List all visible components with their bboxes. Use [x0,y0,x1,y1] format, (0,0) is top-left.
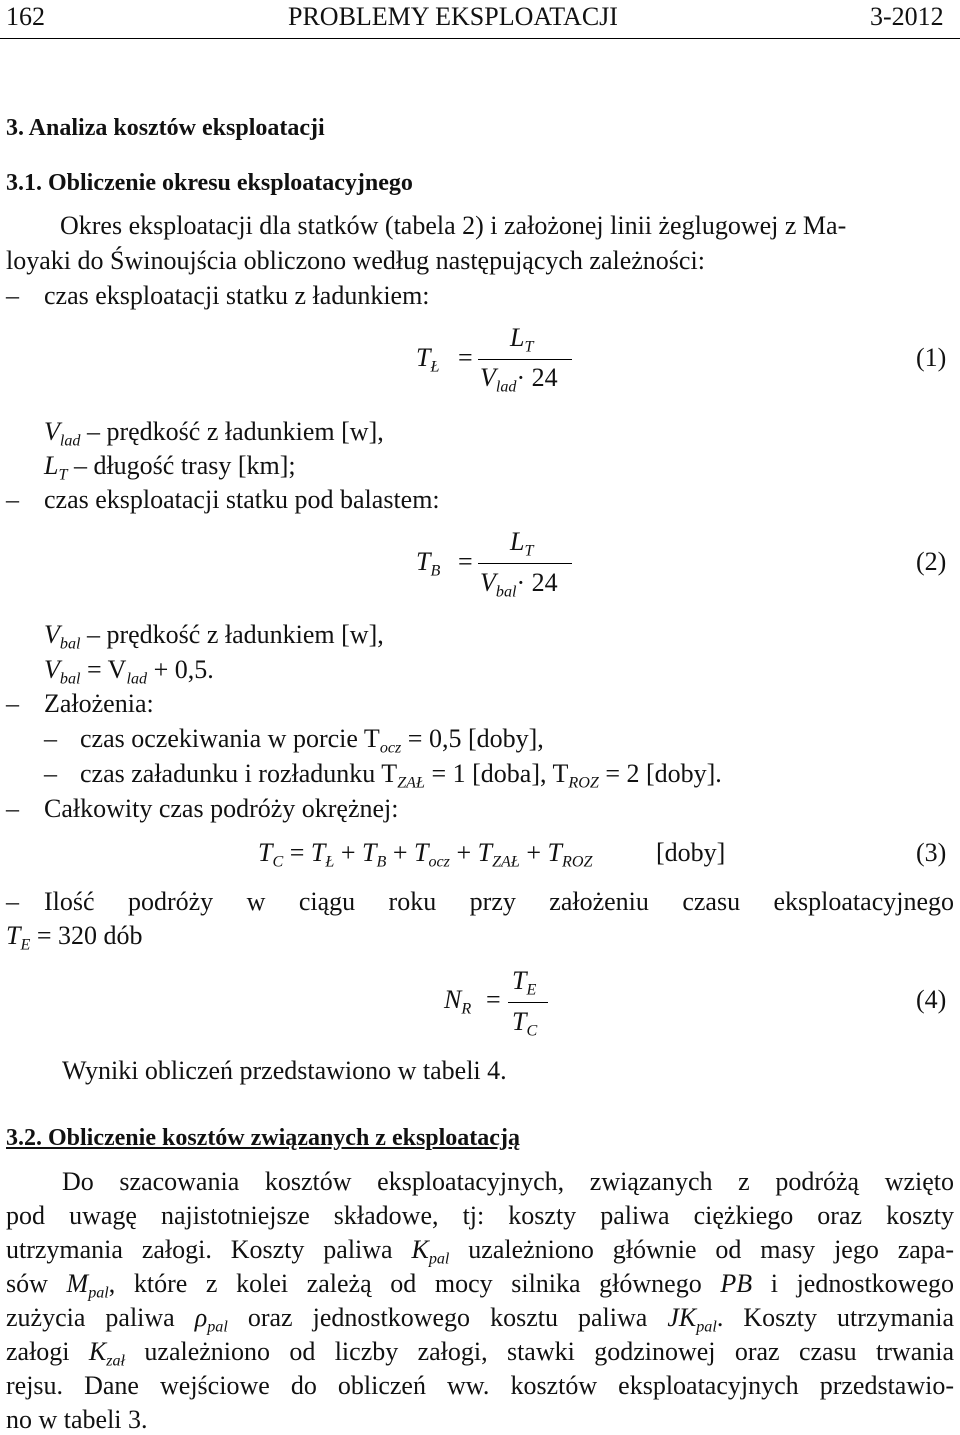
assumptions-heading: Założenia: [44,689,154,718]
trips-per-year-line: Ilość podróży w ciągu roku przy założeniu czasu eksploatacyjnego [44,887,954,916]
intro-line-1: Okres eksploatacji dla statków (tabela 2) i założonej linii żeglugowej z Ma- [60,211,847,240]
paragraph-line: sów $M_{pal}$, które z kolei zależą od mocy silnika głównego PB i jednostkowego [6,1269,954,1302]
fraction-bar [478,359,572,360]
equation-number: (2) [916,547,947,576]
intro-line-2: loyaki do Świnoujścia obliczono według następujących zależności: [6,246,705,275]
assumption-loading-time: czas załadunku i rozładunku $T_{ZAŁ} = 1$ [doba], $T_{ROZ} = 2$ [doby]. [80,759,722,792]
unit-label: [doby] [656,838,726,867]
paragraph-line: zużycia paliwa $\rho_{pal}$ oraz jednostkowego kosztu paliwa $JK_{pal}$. Koszty utrzymania [6,1303,954,1336]
list-dash: – [6,794,19,823]
definition-lt: $L_T$ – długość trasy [km]; [44,451,296,484]
total-time-heading: Całkowity czas podróży okrężnej: [44,794,399,823]
fraction-numerator: $L_T$ [510,527,534,560]
paragraph-line: utrzymania załogi. Koszty paliwa $K_{pal}$ uzależniono głównie od masy jego zapa- [6,1235,954,1268]
list-item-loaded-time: czas eksploatacji statku z ładunkiem: [44,281,430,310]
list-item-ballast-time: czas eksploatacji statku pod balastem: [44,485,440,514]
equation-number: (3) [916,838,947,867]
fraction-bar [508,1002,548,1003]
running-header [0,0,960,39]
issue-number: 3-2012 [870,2,944,31]
paragraph-line: pod uwagę najistotniejsze składowe, tj: koszty paliwa ciężkiego oraz koszty [6,1201,954,1230]
fraction-bar [478,563,572,564]
equals-sign: = [458,343,473,372]
list-dash: – [6,689,19,718]
equals-sign: = [486,985,501,1014]
list-dash: – [6,485,19,514]
section-heading: 3. Analiza kosztów eksploatacji [6,115,325,141]
results-reference: Wyniki obliczeń przedstawiono w tabeli 4. [62,1056,507,1085]
fraction-numerator: $L_T$ [510,323,534,356]
paragraph-line: Do szacowania kosztów eksploatacyjnych, związanych z podróżą wzięto [62,1167,954,1196]
definition-vlad: $V_{lad}$ – prędkość z ładunkiem [w], [44,417,384,450]
assumption-waiting-time: czas oczekiwania w porcie $T_{ocz} = 0,5$ [doby], [80,724,544,757]
operating-time-value: $T_E = 320$ dób [6,921,143,954]
fraction-denominator: $V_{lad}\cdot 24$ [480,363,558,396]
equation-3: $T_C = T_Ł + T_B + T_{ocz} + T_{ZAŁ} + T_{ROZ}$ [258,838,593,871]
paragraph-line: rejsu. Dane wejściowe do obliczeń ww. kosztów eksploatacyjnych przedstawio- [6,1371,954,1400]
subsection-heading: 3.2. Obliczenie kosztów związanych z eksploatacją [6,1125,520,1151]
subsection-heading: 3.1. Obliczenie okresu eksploatacyjnego [6,170,413,196]
list-dash: – [44,759,57,788]
equation-number: (1) [916,343,947,372]
list-dash: – [6,281,19,310]
definition-vbal: $V_{bal}$ – prędkość z ładunkiem [w], [44,620,384,653]
journal-title: PROBLEMY EKSPLOATACJI [288,2,618,31]
fraction-numerator: $T_E$ [512,966,537,999]
vbal-relation: $V_{bal} = V_{lad} + 0,5$. [44,655,214,688]
paragraph-line: no w tabeli 3. [6,1405,148,1434]
paragraph-line: załogi $K_{zał}$ uzależniono od liczby załogi, stawki godzinowej oraz czasu trwania [6,1337,954,1370]
page-number: 162 [6,2,45,31]
equals-sign: = [458,547,473,576]
equation-number: (4) [916,985,947,1014]
list-dash: – [6,887,19,916]
fraction-denominator: $T_C$ [512,1007,538,1040]
list-dash: – [44,724,57,753]
fraction-denominator: $V_{bal}\cdot 24$ [480,568,558,601]
